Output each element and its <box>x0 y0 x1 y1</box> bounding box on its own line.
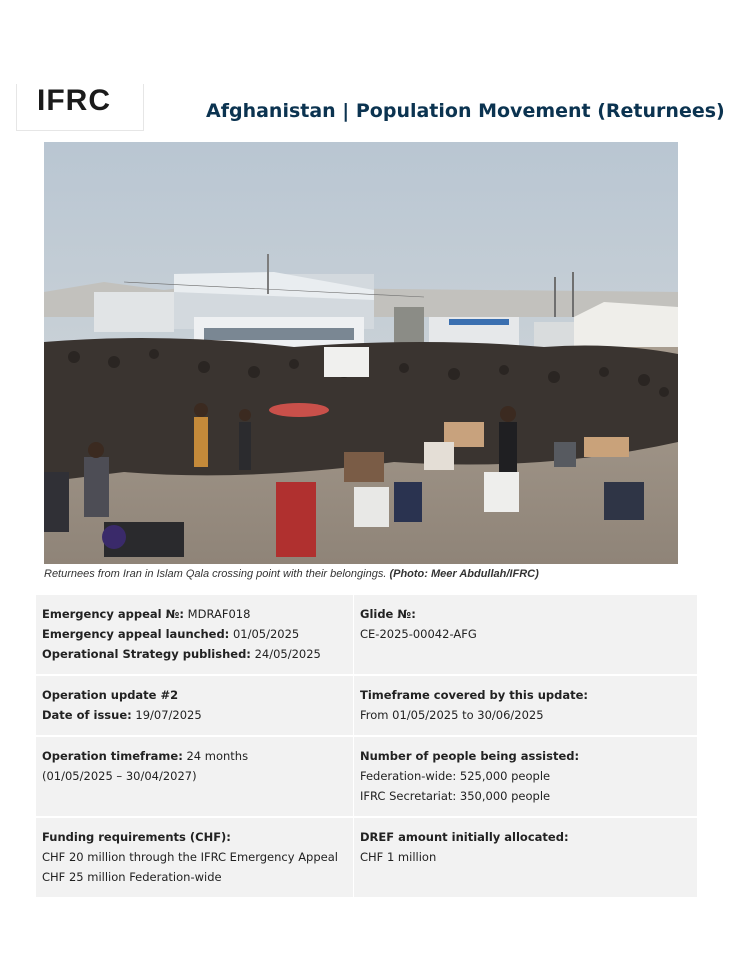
op-timeframe-value: 24 months <box>186 749 249 763</box>
timeframe-update-cell <box>354 675 698 736</box>
glide-label: Glide №: <box>360 607 416 621</box>
people-assisted-cell <box>354 736 698 817</box>
issue-value: 19/07/2025 <box>135 708 202 722</box>
update-label: Operation update #2 <box>42 688 179 702</box>
ifrc-logo: IFRC <box>37 84 111 117</box>
appeal-details-cell <box>36 595 354 675</box>
strategy-value: 24/05/2025 <box>254 647 321 661</box>
funding-federation: CHF 25 million Federation-wide <box>42 870 222 884</box>
operation-timeframe-cell <box>36 736 354 817</box>
appeal-no-label: Emergency appeal №: <box>42 607 185 621</box>
funding-label: Funding requirements (CHF): <box>42 830 231 844</box>
people-federation: Federation-wide: 525,000 people <box>360 769 551 783</box>
dref-cell <box>354 817 698 897</box>
funding-cell <box>36 817 354 897</box>
dref-value: CHF 1 million <box>360 850 437 864</box>
caption-credit: (Photo: Meer Abdullah/IFRC) <box>389 568 539 580</box>
launched-value: 01/05/2025 <box>232 627 300 641</box>
returnees-photo <box>44 142 678 564</box>
update-cell <box>36 675 354 736</box>
caption-text: Returnees from Iran in Islam Qala crossing point with their belongings. <box>44 568 387 580</box>
launched-label: Emergency appeal launched: <box>42 627 230 641</box>
dref-label: DREF amount initially allocated: <box>360 830 569 844</box>
strategy-label: Operational Strategy published: <box>42 647 251 661</box>
funding-ifrc: CHF 20 million through the IFRC Emergency Appeal <box>42 850 338 864</box>
page-title: Afghanistan | Population Movement (Returnees) <box>206 100 725 122</box>
people-label: Number of people being assisted: <box>360 749 580 763</box>
table-row <box>36 817 697 897</box>
timeframe-update-label: Timeframe covered by this update: <box>360 688 589 702</box>
glide-cell <box>354 595 698 675</box>
appeal-no-value: MDRAF018 <box>187 607 251 621</box>
photo-caption <box>44 568 539 580</box>
glide-value: CE-2025-00042-AFG <box>360 627 477 641</box>
table-row <box>36 736 697 817</box>
table-row <box>36 675 697 736</box>
op-timeframe-range: (01/05/2025 – 30/04/2027) <box>42 769 197 783</box>
appeal-info-table <box>36 595 697 897</box>
people-secretariat: IFRC Secretariat: 350,000 people <box>360 789 551 803</box>
issue-label: Date of issue: <box>42 708 132 722</box>
logo-box <box>16 84 144 131</box>
table-row <box>36 595 697 675</box>
op-timeframe-label: Operation timeframe: <box>42 749 183 763</box>
timeframe-update-value: From 01/05/2025 to 30/06/2025 <box>360 708 544 722</box>
